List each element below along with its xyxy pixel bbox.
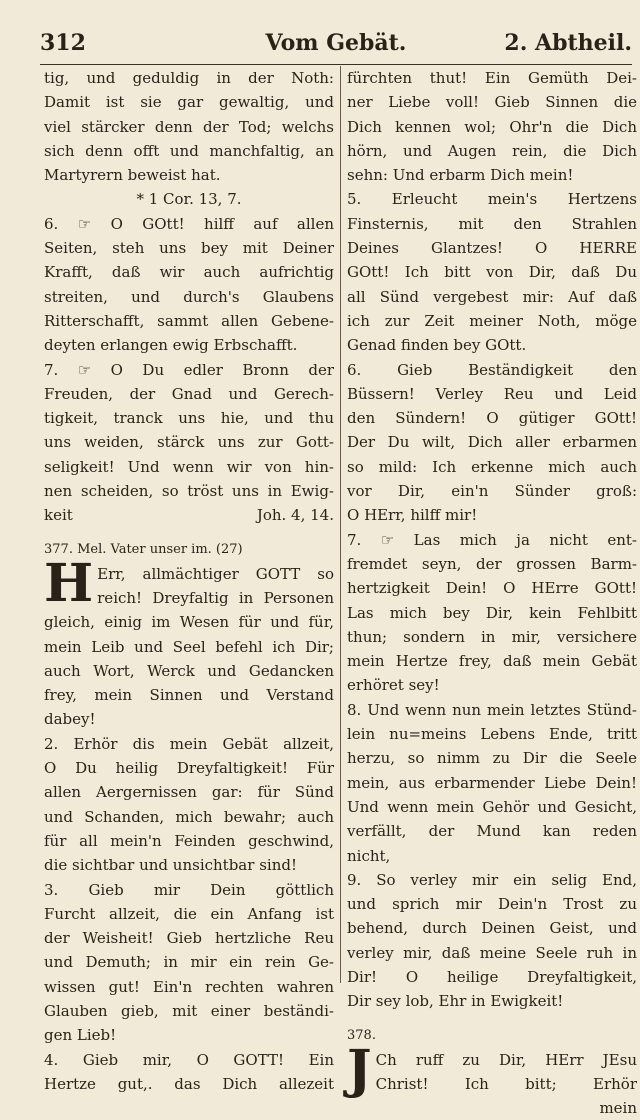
- text-line: 6. ☞ O GOtt! hilff auf allen: [44, 214, 334, 233]
- hymn-opening: [347, 1038, 637, 1100]
- text-line: fremdet seyn, der grossen Barm-: [347, 554, 637, 573]
- text-line: Und wenn mein Gehör und Gesicht,: [347, 797, 637, 816]
- text-line: tig, und geduldig in der Noth:: [44, 69, 334, 87]
- page-number: 312: [40, 30, 86, 56]
- right-text-block: [347, 66, 637, 1014]
- text-line: auch Wort, Werck und Gedancken: [44, 661, 334, 680]
- text-line: hertzigkeit Dein! O HErre GOtt!: [347, 579, 637, 598]
- text-line: der Weisheit! Gieb hertzliche Reu: [44, 929, 334, 948]
- drop-capital: J: [347, 1038, 372, 1100]
- text-line: Err, allmächtiger GOTT so: [97, 564, 334, 583]
- text-line: und sprich mir Dein'n Trost zu: [347, 895, 637, 914]
- text-line: 3. Gieb mir Dein göttlich: [44, 880, 334, 899]
- page-header: [40, 28, 632, 62]
- hymn-377: [44, 538, 334, 1097]
- text-line: [44, 503, 334, 527]
- text-line: 8. Und wenn nun mein letztes Stünd-: [347, 700, 637, 719]
- hymn-378: [347, 1024, 637, 1120]
- text-line: fürchten thut! Ein Gemüth Dei-: [347, 69, 637, 87]
- text-line: Krafft, daß wir auch aufrichtig: [44, 263, 334, 282]
- text-line: uns weiden, stärck uns zur Gott-: [44, 433, 334, 452]
- text-line: 7. ☞ O Du edler Bronn der: [44, 360, 334, 379]
- left-column: [44, 66, 334, 1096]
- text-line: mein Hertze frey, daß mein Gebät: [347, 652, 637, 671]
- text-line: O Du heilig Dreyfaltigkeit! Für: [44, 759, 334, 778]
- line-text: keit: [44, 506, 73, 525]
- text-line: verfällt, der Mund kan reden: [347, 822, 637, 841]
- text-line: gleich, einig im Wesen für und für,: [44, 613, 334, 632]
- left-text-block: [44, 66, 334, 528]
- text-line: Ritterschafft, sammt allen Gebene-: [44, 311, 334, 330]
- catchword: mein: [599, 1099, 637, 1118]
- text-line: sehn: Und erbarm Dich mein!: [347, 166, 574, 185]
- text-line: lein nu=meins Lebens Ende, tritt: [347, 725, 637, 744]
- text-line: 7. ☞ Las mich ja nicht ent-: [347, 530, 637, 549]
- text-line: seligkeit! Und wenn wir von hin-: [44, 457, 334, 476]
- text-line: dabey!: [44, 710, 96, 729]
- text-line: reich! Dreyfaltig in Personen: [97, 588, 334, 607]
- text-line: Hertze gut,. das Dich allezeit: [44, 1074, 334, 1093]
- text-line: deyten erlangen ewig Erbschafft.: [44, 336, 298, 355]
- text-line: 4. Gieb mir, O GOTT! Ein: [44, 1050, 334, 1069]
- text-line: allen Aergernissen gar: für Sünd: [44, 783, 334, 802]
- hymn-first-lines: [347, 1038, 637, 1100]
- text-line: nicht,: [347, 846, 391, 865]
- text-line: Büssern! Verley Reu und Leid: [347, 384, 637, 403]
- text-line: vor Dir, ein'n Sünder groß:: [347, 482, 637, 501]
- text-line: für all mein'n Feinden geschwind,: [44, 831, 334, 850]
- text-line: wissen gut! Ein'n rechten wahren: [44, 977, 334, 996]
- text-line: 6. Gieb Beständigkeit den: [347, 360, 637, 379]
- hymn-number: 378.: [347, 1027, 376, 1043]
- hymn-verses: [44, 610, 334, 1096]
- text-line: und Demuth; in mir ein rein Ge-: [44, 953, 334, 972]
- text-line: thun; sondern in mir, versichere: [347, 627, 637, 646]
- text-line: Glauben gieb, mit einer beständi-: [44, 1001, 334, 1020]
- text-line: mein, aus erbarmender Liebe Dein!: [347, 773, 637, 792]
- text-line: viel stärcker denn der Tod; welchs: [44, 117, 334, 136]
- text-line: die sichtbar und unsichtbar sind!: [44, 856, 297, 875]
- hymn-heading: 377. Mel. Vater unser im. (27): [44, 541, 243, 557]
- text-line: Ch ruff zu Dir, HErr JEsu: [375, 1050, 637, 1069]
- text-line: ich zur Zeit meiner Noth, möge: [347, 311, 637, 330]
- text-line: GOtt! Ich bitt von Dir, daß Du: [347, 263, 637, 282]
- text-line: Martyrern beweist hat.: [44, 166, 221, 185]
- text-line: verley mir, daß meine Seele ruh in: [347, 943, 637, 962]
- text-line: streiten, und durch's Glaubens: [44, 287, 334, 306]
- text-line: Dich kennen wol; Ohr'n die Dich: [347, 117, 637, 136]
- drop-capital: H: [44, 552, 94, 614]
- text-line: behend, durch Deinen Geist, und: [347, 919, 637, 938]
- text-line: all Sünd vergebest mir: Auf daß: [347, 287, 637, 306]
- text-line: frey, mein Sinnen und Verstand: [44, 686, 334, 705]
- text-line: ner Liebe voll! Gieb Sinnen die: [347, 93, 637, 112]
- text-line: Seiten, steh uns bey mit Deiner: [44, 239, 334, 258]
- text-line: Freuden, der Gnad und Gerech-: [44, 384, 334, 403]
- text-line: so mild: Ich erkenne mich auch: [347, 457, 637, 476]
- text-line: mein Leib und Seel befehl ich Dir;: [44, 637, 334, 656]
- text-line: Genad finden bey GOtt.: [347, 336, 527, 355]
- text-line: erhöret sey!: [347, 676, 440, 695]
- text-line: Damit ist sie gar gewaltig, und: [44, 93, 334, 112]
- text-line: sich denn offt und manchfaltig, an: [44, 141, 334, 160]
- text-line: Furcht allzeit, die ein Anfang ist: [44, 904, 334, 923]
- text-line: den Sündern! O gütiger GOtt!: [347, 409, 637, 428]
- text-line: 9. So verley mir ein selig End,: [347, 870, 637, 889]
- right-column: [340, 66, 637, 1118]
- running-title: Vom Gebät.: [265, 30, 407, 56]
- text-line: und Schanden, mich bewahr; auch: [44, 807, 334, 826]
- text-line: Christ! Ich bitt; Erhör: [375, 1074, 637, 1093]
- text-line: 2. Erhör dis mein Gebät allzeit,: [44, 734, 334, 753]
- text-line: O HErr, hilff mir!: [347, 506, 478, 525]
- text-line: gen Lieb!: [44, 1026, 117, 1045]
- text-line: nen scheiden, so tröst uns in Ewig-: [44, 482, 334, 501]
- section-label: 2. Abtheil.: [504, 30, 632, 56]
- scripture-reference: Joh. 4, 14.: [256, 506, 334, 525]
- header-rule: [40, 64, 632, 65]
- text-line: Deines Glantzes! O HERRE: [347, 239, 637, 258]
- text-line: Dir! O heilige Dreyfaltigkeit,: [347, 967, 637, 986]
- text-line: Finsternis, mit den Strahlen: [347, 214, 637, 233]
- hymn-opening: [44, 552, 334, 614]
- text-line: hörn, und Augen rein, die Dich: [347, 141, 637, 160]
- text-line: Der Du wilt, Dich aller erbarmen: [347, 433, 637, 452]
- text-line: 5. Erleucht mein's Hertzens: [347, 190, 637, 209]
- text-line: Dir sey lob, Ehr in Ewigkeit!: [347, 992, 564, 1011]
- text-line: Las mich bey Dir, kein Fehlbitt: [347, 603, 637, 622]
- text-line: * 1 Cor. 13, 7.: [136, 190, 242, 209]
- text-line: tigkeit, tranck uns hie, und thu: [44, 409, 334, 428]
- text-line: herzu, so nimm zu Dir die Seele: [347, 749, 637, 768]
